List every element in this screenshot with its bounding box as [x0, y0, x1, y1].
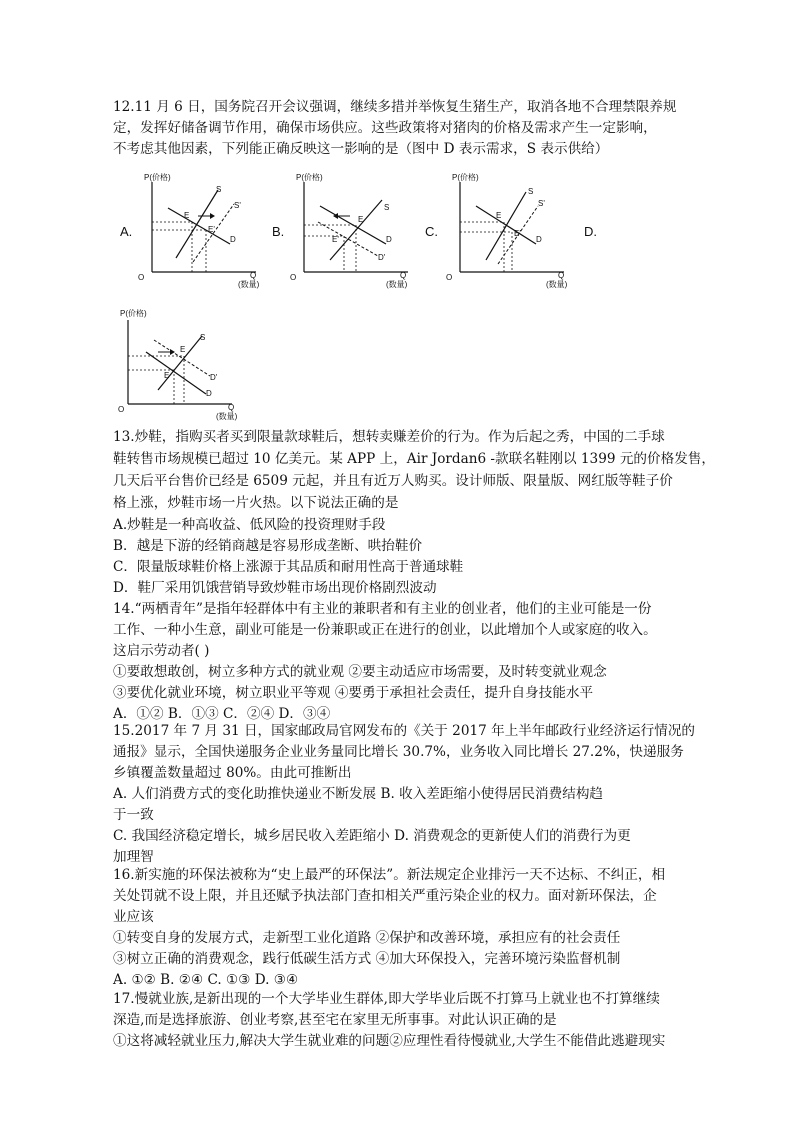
svg-text:S': S' [234, 201, 241, 210]
qty-axis-label: Q [250, 271, 257, 280]
svg-text:S: S [384, 203, 390, 212]
svg-text:E: E [164, 371, 170, 380]
q15-option-ab: A. 人们消费方式的变化助推快递业不断发展 B. 收入差距缩小使得居民消费结构趋 [113, 786, 604, 802]
svg-text:S': S' [538, 199, 545, 208]
q12-graph-b [290, 170, 420, 290]
q16-statements-2: ③树立正确的消费观念，践行低碳生活方式 ④加大环保投入，完善环境污染监督机制 [113, 951, 621, 967]
q14-line-1: 14.“两栖青年”是指年轻群体中有主业的兼职者和有主业的创业者，他们的主业可能是一份 [113, 601, 652, 617]
q14-options: A．①② B．①③ C．②④ D．③④ [113, 706, 331, 722]
q13-line-2: 鞋转售市场规模已超过 10 亿美元。某 APP 上，Air Jordan6 -款联名鞋刚以 1399 元的价格发售， [113, 451, 715, 467]
q12-option-d-label: D. [584, 224, 597, 239]
q16-line-2: 关处罚就不设上限，并且还赋予执法部门查扣相关严重污染企业的权力。面对新环保法，企 [113, 888, 657, 904]
svg-text:O: O [118, 405, 125, 414]
svg-text:Q: Q [400, 271, 407, 280]
q13-option-b: B．越是下游的经销商越是容易形成垄断、哄抬鞋价 [113, 538, 423, 554]
q13-option-a: A.炒鞋是一种高收益、低风险的投资理财手段 [113, 517, 386, 533]
svg-text:E: E [180, 345, 186, 354]
q16-statements-1: ①转变自身的发展方式，走新型工业化道路 ②保护和改善环境，承担应有的社会责任 [113, 930, 621, 946]
svg-text:(数量): (数量) [546, 280, 568, 289]
q17-line-2: 深造,而是选择旅游、创业考察,甚至宅在家里无所事事。对此认识正确的是 [113, 1012, 557, 1028]
q12-option-c-label: C. [425, 224, 438, 239]
q12-graph-c [446, 170, 576, 290]
q15-line-1: 15.2017 年 7 月 31 日，国家邮政局官网发布的《关于 2017 年上半年邮政行业经济运行情况的 [113, 723, 695, 739]
svg-text:D: D [230, 235, 236, 244]
svg-text:Q: Q [558, 271, 565, 280]
q12-graph-d [106, 300, 246, 422]
svg-text:(数量): (数量) [386, 280, 408, 289]
svg-text:D: D [386, 235, 392, 244]
q15-option-d-cont: 加理智 [113, 849, 154, 865]
svg-text:S: S [528, 187, 534, 196]
q16-line-1: 16.新实施的环保法被称为“史上最严的环保法”。新法规定企业排污一天不达标、不纠正，相 [113, 867, 666, 883]
q15-option-b-cont: 于一致 [113, 807, 154, 823]
q12-line-3: 不考虑其他因素，下列能正确反映这一影响的是（图中 D 表示需求，S 表示供给） [113, 141, 609, 157]
svg-text:E': E' [514, 229, 521, 238]
svg-text:S: S [200, 333, 206, 342]
svg-text:(数量): (数量) [216, 412, 238, 421]
q16-options: A. ①② B. ②④ C. ①③ D. ③④ [113, 972, 299, 988]
svg-text:P(价格): P(价格) [120, 309, 147, 318]
q12-graph-a [138, 170, 268, 290]
svg-text:E: E [184, 211, 190, 220]
svg-text:E': E' [208, 225, 215, 234]
price-axis-label: P(价格) [144, 173, 171, 182]
q14-line-2: 工作、一种小生意，副业可能是一份兼职或正在进行的创业，以此增加个人或家庭的收入。 [113, 622, 657, 638]
q15-option-cd: C. 我国经济稳定增长，城乡居民收入差距缩小 D. 消费观念的更新使人们的消费行为更 [113, 828, 631, 844]
svg-text:Q: Q [228, 403, 235, 412]
q12-line-1: 12.11 月 6 日，国务院召开会议强调，继续多措并举恢复生猪生产，取消各地不合理禁限养规 [113, 99, 677, 115]
svg-text:E: E [358, 215, 364, 224]
svg-text:D': D' [378, 253, 386, 262]
q12-line-2: 定，发挥好储备调节作用，确保市场供应。这些政策将对猪肉的价格及需求产生一定影响， [113, 120, 657, 136]
q15-line-3: 乡镇覆盖数量超过 80%。由此可推断出 [113, 765, 352, 781]
q13-line-3: 几天后平台售价已经是 6509 元起，并且有近万人购买。设计师版、限量版、网红版等鞋子价 [113, 473, 673, 489]
svg-text:D': D' [210, 373, 218, 382]
svg-text:E': E' [332, 235, 339, 244]
svg-text:D: D [536, 235, 542, 244]
q15-line-2: 通报》显示，全国快递服务企业业务量同比增长 30.7%，业务收入同比增长 27.2%，快递服务 [113, 744, 684, 760]
q13-option-d: D．鞋厂采用饥饿营销导致炒鞋市场出现价格剧烈波动 [113, 580, 437, 596]
q14-statements-1: ①要敢想敢创，树立多种方式的就业观 ②要主动适应市场需要，及时转变就业观念 [113, 664, 607, 680]
q13-line-4: 格上涨，炒鞋市场一片火热。以下说法正确的是 [113, 495, 399, 511]
q12-option-a-label: A. [120, 224, 133, 239]
svg-text:O: O [290, 273, 297, 282]
svg-text:S: S [216, 185, 222, 194]
q13-line-1: 13.炒鞋，指购买者买到限量款球鞋后，想转卖赚差价的行为。作为后起之秀，中国的二手球 [113, 429, 665, 445]
q17-line-1: 17.慢就业族,是新出现的一个大学毕业生群体,即大学毕业后既不打算马上就业也不打算继续 [113, 991, 660, 1007]
q14-line-3: 这启示劳动者( ) [113, 643, 210, 659]
svg-text:P(价格): P(价格) [296, 173, 323, 182]
q13-option-c: C．限量版球鞋价格上涨源于其品质和耐用性高于普通球鞋 [113, 559, 464, 575]
q16-line-3: 业应该 [113, 909, 154, 925]
q12-option-b-label: B. [272, 224, 285, 239]
q17-line-3: ①这将减轻就业压力,解决大学生就业难的问题②应理性看待慢就业,大学生不能借此逃避现实 [113, 1033, 666, 1049]
origin-label: O [138, 273, 145, 282]
q14-statements-2: ③要优化就业环境，树立职业平等观 ④要勇于承担社会责任，提升自身技能水平 [113, 685, 594, 701]
qty-unit-label: (数量) [238, 280, 260, 289]
svg-text:D: D [206, 389, 212, 398]
svg-text:E: E [496, 211, 502, 220]
svg-text:O: O [446, 273, 453, 282]
svg-text:P(价格): P(价格) [452, 173, 479, 182]
